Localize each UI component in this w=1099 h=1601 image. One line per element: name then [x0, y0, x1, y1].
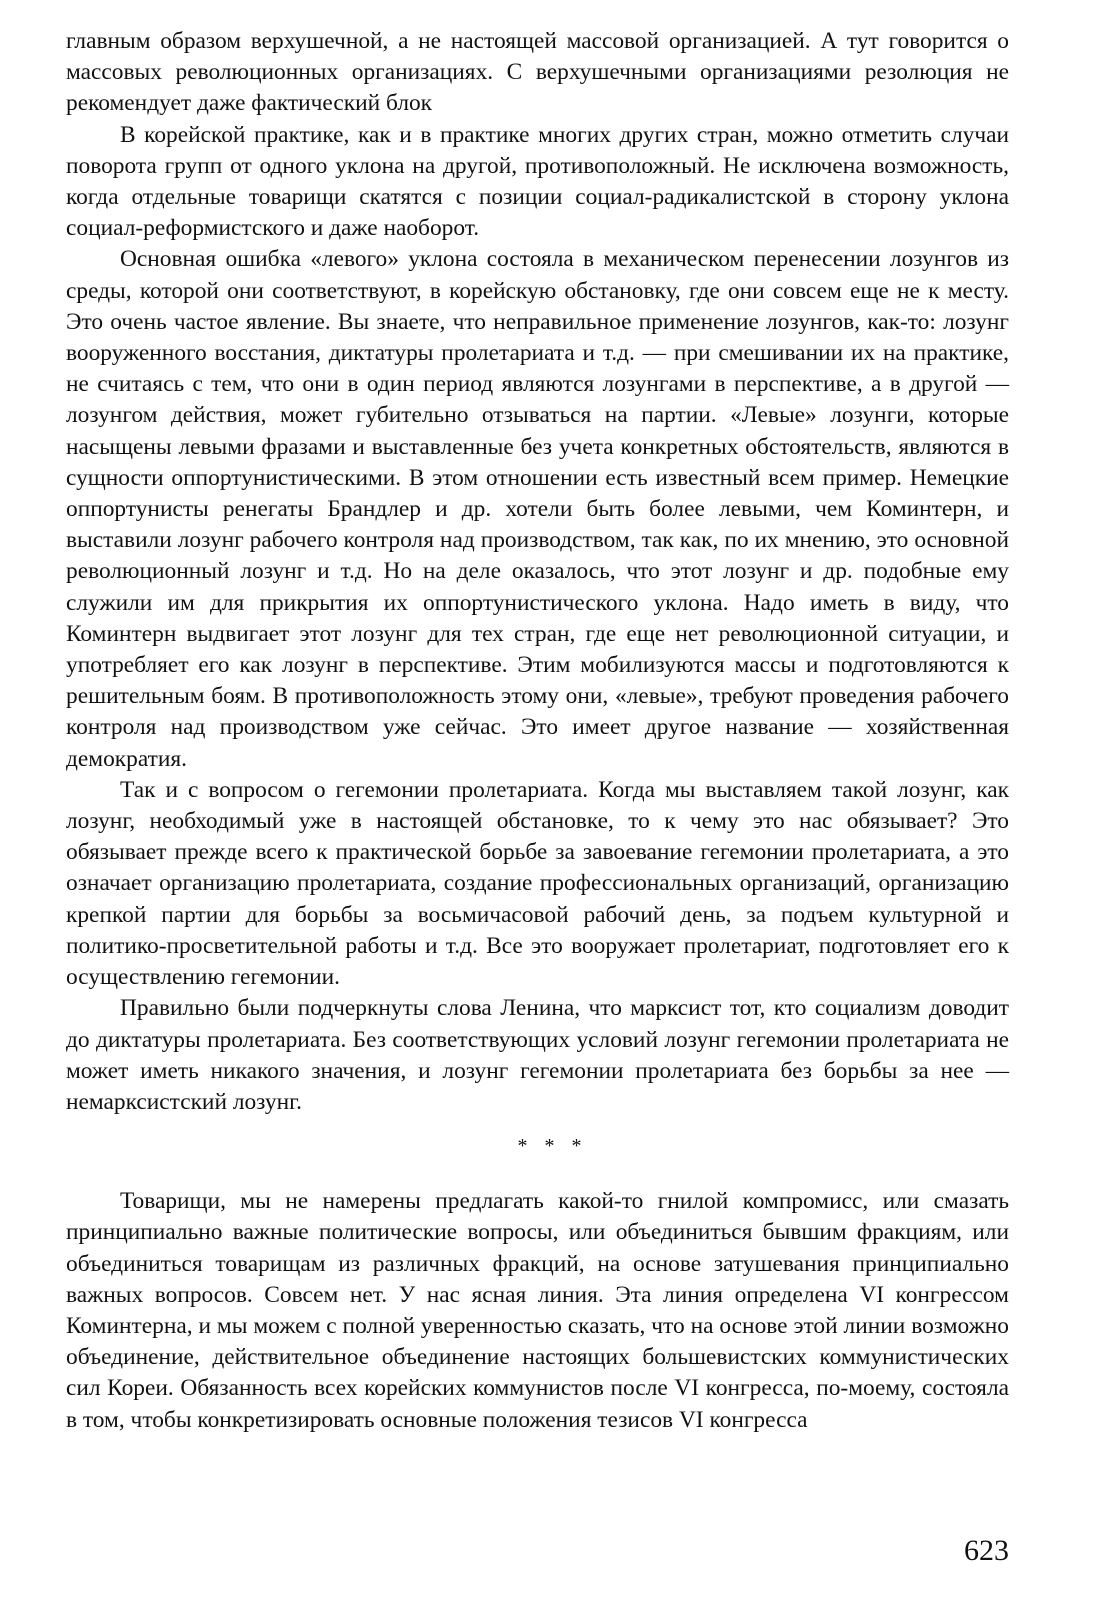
- paragraph-left-deviation: Основная ошибка «левого» уклона состояла в механическом перенесении лозунгов из среды, которой они соответствуют, в корейскую обстановку, где они совсем еще не к месту. Это очень частое явление. Вы знаете, что неправильное применение лозунгов, как-то: лозунг вооруженного восстания, диктатуры пролетариата и т.д. — при смешивании их на практике, не считаясь с тем, что они в один период являются лозунгами в перспективе, а в другой — лозунгом действия, может губительно отзываться на партии. «Левые» лозунги, которые насыщены левыми фразами и выставленные без учета конкретных обстоятельств, являются в сущности оппортунистическими. В этом отношении есть известный всем пример. Немецкие оппортунисты ренегаты Брандлер и др. хотели быть более левыми, чем Коминтерн, и выставили лозунг рабочего контроля над производством, так как, по их мнению, это основной революционный лозунг и т.д. Но на деле оказалось, что этот лозунг и др. подобные ему служили им для прикрытия их оппортунистического уклона. Надо иметь в виду, что Коминтерн выдвигает этот лозунг для тех стран, где еще нет революционной ситуации, и употребляет его как лозунг в перспективе. Этим мобилизуются массы и подготовляются к решительным боям. В противоположность этому они, «левые», требуют проведения рабочего контроля над производством уже сейчас. Это имеет другое название — хозяйственная демократия.: [66, 246, 1009, 772]
- page-number: 623: [964, 1534, 1009, 1567]
- paragraph-continued: главным образом верхушечной, а не настоящей массовой организацией. А тут говорится о массовых революционных организациях. С верхушечными организациями резолюция не рекомендует даже фактический блок: [66, 28, 1009, 117]
- paragraph-hegemony: Так и с вопросом о гегемонии пролетариата. Когда мы выставляем такой лозунг, как лозунг, необходимый уже в настоящей обстановке, то к чему это нас обязывает? Это обязывает прежде всего к практической борьбе за завоевание гегемонии пролетариата, а это означает организацию пролетариата, создание профессиональных организаций, организацию крепкой партии для борьбы за восьмичасовой рабочий день, за подъем культурной и политико-просветительной работы и т.д. Все это вооружает пролетариат, подготовляет его к осуществлению гегемонии.: [66, 776, 1009, 991]
- paragraph-comrades: Товарищи, мы не намерены предлагать какой-то гнилой компромисс, или смазать принципиально важные политические вопросы, или объединиться бывшим фракциям, или объединиться товарищам из различных фракций, на основе затушевания принципиально важных вопросов. Совсем нет. У нас ясная линия. Эта линия определена VI конгрессом Коминтерна, и мы можем с полной уверенностью сказать, что на основе этой линии возможно объединение, действительное объединение настоящих большевистских коммунистических сил Кореи. Обязанность всех корейских коммунистов после VI конгресса, по-моему, состояла в том, чтобы конкретизировать основные положения тезисов VI конгресса: [66, 1188, 1009, 1433]
- paragraph-korean-practice: В корейской практике, как и в практике многих других стран, можно отметить случаи поворота групп от одного уклона на другой, противоположный. Не исключена возможность, когда отдельные товарищи скатятся с позиции социал-радикалистской в сторону уклона социал-реформистского и даже наоборот.: [66, 121, 1009, 242]
- page-text: [66, 26, 1009, 1436]
- section-separator: * * *: [517, 1135, 588, 1158]
- paragraph-lenin: Правильно были подчеркнуты слова Ленина, что марксист тот, кто социализм доводит до диктатуры пролетариата. Без соответствующих условий лозунг гегемонии пролетариата не может иметь никакого значения, и лозунг гегемонии пролетариата без борьбы за нее — немарксистский лозунг.: [66, 995, 1009, 1115]
